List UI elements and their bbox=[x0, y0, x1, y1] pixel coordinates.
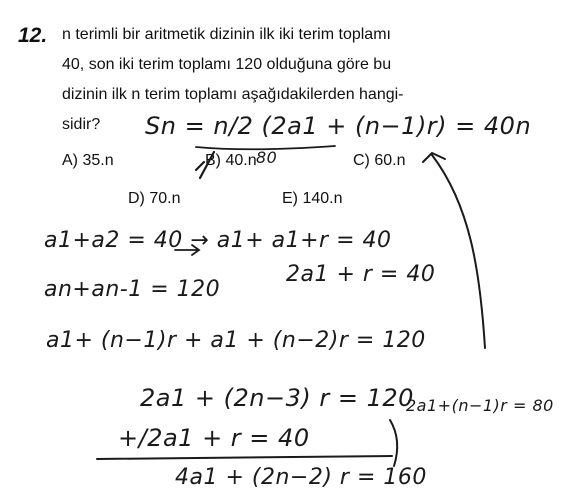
option-e: E) 140.n bbox=[282, 190, 343, 207]
option-c: C) 60.n bbox=[353, 152, 406, 169]
handwritten-first-terms: a1+a2 = 40 → a1+ a1+r = 40 bbox=[44, 228, 392, 253]
question-text-line-2: 40, son iki terim toplamı 120 olduğuna göre bu bbox=[62, 56, 392, 73]
option-a: A) 35.n bbox=[62, 152, 114, 169]
division-line bbox=[97, 456, 392, 459]
question-text-line-1: n terimli bir aritmetik dizinin ilk iki terim toplamı bbox=[62, 26, 391, 43]
handwritten-80-under-formula: 80 bbox=[256, 148, 278, 167]
question-text-line-4: sidir? bbox=[62, 116, 101, 133]
handwritten-side-note: 2a1+(n−1)r = 80 bbox=[406, 396, 554, 415]
brace-icon bbox=[390, 420, 397, 466]
handwritten-sum-result: 4a1 + (2n−2) r = 160 bbox=[175, 465, 427, 490]
handwritten-expanded-last-terms: a1+ (n−1)r + a1 + (n−2)r = 120 bbox=[46, 328, 426, 353]
handwritten-2a1-plus-r: 2a1 + r = 40 bbox=[286, 262, 436, 287]
question-number: 12. bbox=[18, 24, 48, 47]
handwritten-sum-line-1: 2a1 + (2n−3) r = 120 bbox=[140, 384, 414, 412]
handwritten-sum-line-2: +/2a1 + r = 40 bbox=[118, 424, 310, 452]
option-d: D) 70.n bbox=[128, 190, 181, 207]
handwritten-sum-formula: Sn = n/2 (2a1 + (n−1)r) = 40n bbox=[145, 112, 532, 140]
arrow-curve-icon bbox=[432, 155, 485, 348]
handwritten-last-terms: an+an-1 = 120 bbox=[44, 277, 221, 302]
arrow-head-icon bbox=[423, 153, 445, 162]
option-b: B) 40.n bbox=[205, 152, 257, 169]
question-text-line-3: dizinin ilk n terim toplamı aşağıdakilerden hangi- bbox=[62, 86, 404, 103]
